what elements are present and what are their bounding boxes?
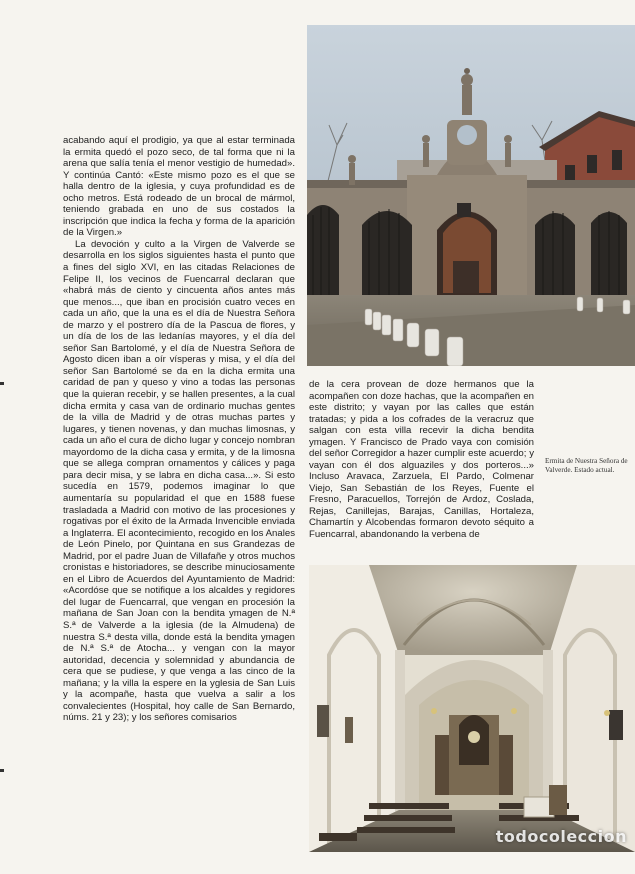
photo-caption: Ermita de Nuestra Señora de Valverde. Estado actual. xyxy=(545,457,628,474)
middle-text-column xyxy=(309,379,534,540)
photo-hermitage-exterior xyxy=(307,25,635,366)
hermitage-interior-image xyxy=(309,565,635,852)
hermitage-exterior-image xyxy=(307,25,635,366)
paragraph-2: La devoción y culto a la Virgen de Valverde se desarrolla en los siglos siguientes hasta el punto que a fines del siglo XVI, en las citadas Relaciones de Felipe II, los vecinos de Fuencarral declaran que «habrá más de ciento y cincuenta años antes más que menos..., que iban en procisión cuatro veces en cada un año, que la una es el día de Nuestra Señora de marzo y el postrero día de la Pascua de flores, y un día de los de las ledanías mayores, y el día del señor San Bartolomé, y el día de Nuestra Señora de Agosto dicen iban a oír vísperas y misa, y el día del señor San Bartolomé se da en la dicha ermita una caridad de pan y queso y vino a todas las personas que la quieran recebir, y se hallen presentes, a la cual dicha ermita y casa van de ordinario muchas gentes de la villa de Madrid y de otras muchas partes y lugares, y tienen novenas, y dan muchas limosnas, y cada un año el cura de dicho lugar y concejo nombran mayordomo de la dicha casa y ermita, y de la limosna que se allega compran ornamentos y cálices y paga para decir misa, y se labra en dicha casa...». Si esto sucedía en 1579, podemos imaginar lo que aumentaría su popularidad el que en 1588 fuese trasladada a Madrid con motivo de las procesiones y rogativas por el éxito de la Armada Invencible enviada a Inglaterra. El acontecimiento, recogido en los Anales de León Pinelo, por Quintana en sus Grandezas de Madrid, por el padre Juan de Villafañe y otros muchos cronistas e historiadores, se describe minuciosamente en el Libro de Acuerdos del Ayuntamiento de Madrid: «Acordóse que se notifique a los alcaldes y regidores del lugar de Fuencarral, que vengan en procesión la mañana de San Joan con la bendita ymagen de N.ª S.ª de Valverde a la iglesia (de la Almudena) de nuestra S.ª desta villa, donde está la bendita ymagen de N.ª S.ª de Atocha... y vengan con la mayor autoridad, decencia y solemnidad y abundancia de cera que se pudiese, y que venga a las cinco de la mañana; y la villa la espere en la yglesia de San Luis y la acompañe, hasta que vuelva a salir a los convalecientes (Hospital, hoy calle de San Bernardo, núms. 21 y 23); y los señores comisarios xyxy=(63,238,295,724)
paragraph-1: acabando aquí el prodigio, ya que al estar terminada la ermita quedó el pozo seco, de tal forma que ni la arena que salía tenía el menor vestigio de humedad». Y continúa Cantó: «Este mismo pozo es el que se halla dentro de la iglesia, y cuya profundidad es de ocho metros. Está rodeado de un brocal de mármol, teniendo grabada en uno de sus costados la inscripción que indica la fecha y forma de la aparición de la Virgen.» xyxy=(63,135,295,239)
edge-mark-top xyxy=(0,382,4,385)
photo-hermitage-interior xyxy=(309,565,635,852)
continuation-paragraph: de la cera provean de doze hermanos que la acompañen con doze hachas, que la acompañen en este distrito; y vayan por las calles que están tratadas; y pida a los cofrades de la veracruz que salgan con esta villa recevir la dicha bendita ymagen. Y Francisco de Prado vaya con comisión del señor Corregidor a hazer cumplir este acuerdo; y vayan con él dos alguaziles y dos porteros...» Incluso Aravaca, Zarzuela, El Pardo, Colmenar Viejo, San Sebastián de los Reyes, Fuente el Fresno, Paracuellos, Torrejón de Ardoz, Coslada, Rejas, Canillejas, Barajas, Canillas, Hortaleza, Chamartín y Alcobendas formaron devoto séquito a Fuencarral, abandonando la verbena de xyxy=(309,379,534,540)
left-text-column xyxy=(63,135,295,724)
edge-mark-bottom xyxy=(0,769,4,772)
watermark: todocoleccion xyxy=(495,827,627,846)
